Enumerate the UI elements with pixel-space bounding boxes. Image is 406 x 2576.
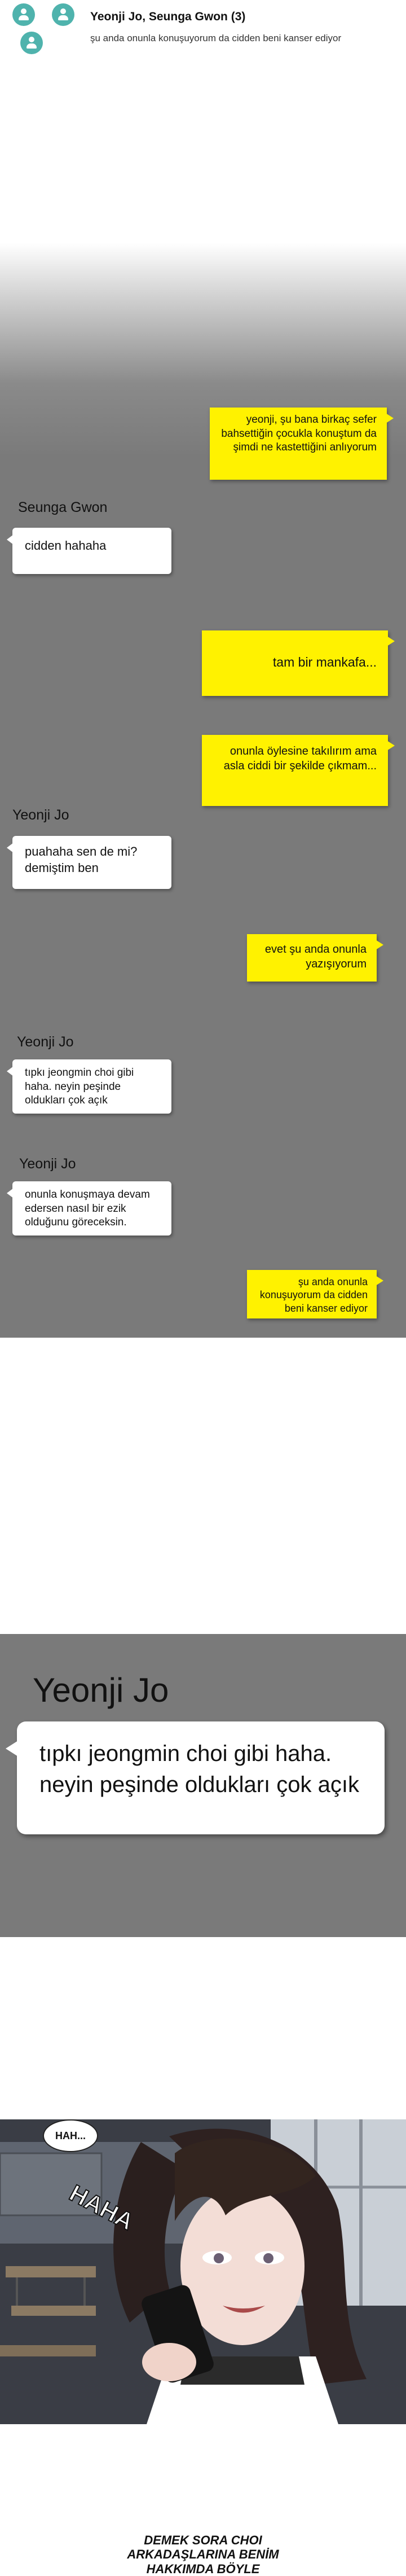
- avatar[interactable]: [20, 32, 43, 54]
- avatar[interactable]: [12, 3, 35, 26]
- zoom-sender-name: Yeonji Jo: [33, 1671, 169, 1709]
- sender-name: Yeonji Jo: [19, 1156, 76, 1172]
- sender-name: Yeonji Jo: [12, 807, 69, 823]
- outgoing-message[interactable]: yeonji, şu bana birkaç sefer bahsettiğin çocukla konuştum da şimdi ne kastettiğini anlıyorum: [210, 408, 387, 480]
- sound-effect: HAHA: [65, 2179, 138, 2235]
- outgoing-message[interactable]: evet şu anda onunla yazışıyorum: [247, 934, 377, 982]
- outgoing-message[interactable]: şu anda onunla konuşuyorum da cidden beni kanser ediyor: [247, 1270, 377, 1318]
- sender-name: Seunga Gwon: [18, 500, 108, 515]
- manga-panel: [0, 2119, 406, 2424]
- incoming-message[interactable]: onunla konuşmaya devam edersen nasıl bir ezik olduğunu göreceksin.: [12, 1181, 171, 1236]
- incoming-message[interactable]: puahaha sen de mi? demiştim ben: [12, 836, 171, 889]
- incoming-message[interactable]: cidden hahaha: [12, 528, 171, 574]
- chat-preview: şu anda onunla konuşuyorum da cidden beni kanser ediyor: [90, 33, 342, 43]
- chat-title: Yeonji Jo, Seunga Gwon (3): [90, 10, 246, 23]
- outgoing-message[interactable]: onunla öylesine takılırım ama asla ciddi bir şekilde çıkmam...: [202, 735, 388, 806]
- avatar[interactable]: [52, 3, 74, 26]
- incoming-message[interactable]: tıpkı jeongmin choi gibi haha. neyin peşinde oldukları çok açık: [12, 1059, 171, 1114]
- speech-bubble: HAH...: [43, 2119, 98, 2152]
- outgoing-message[interactable]: tam bir mankafa...: [202, 630, 388, 696]
- zoom-message-bubble: tıpkı jeongmin choi gibi haha. neyin peşinde oldukları çok açık: [17, 1721, 385, 1834]
- sender-name: Yeonji Jo: [17, 1034, 74, 1050]
- caption-text: DEMEK SORA CHOI ARKADAŞLARINA BENİM HAKKIMDA BÖYLE: [127, 2533, 279, 2576]
- classroom-illustration: [0, 2119, 406, 2424]
